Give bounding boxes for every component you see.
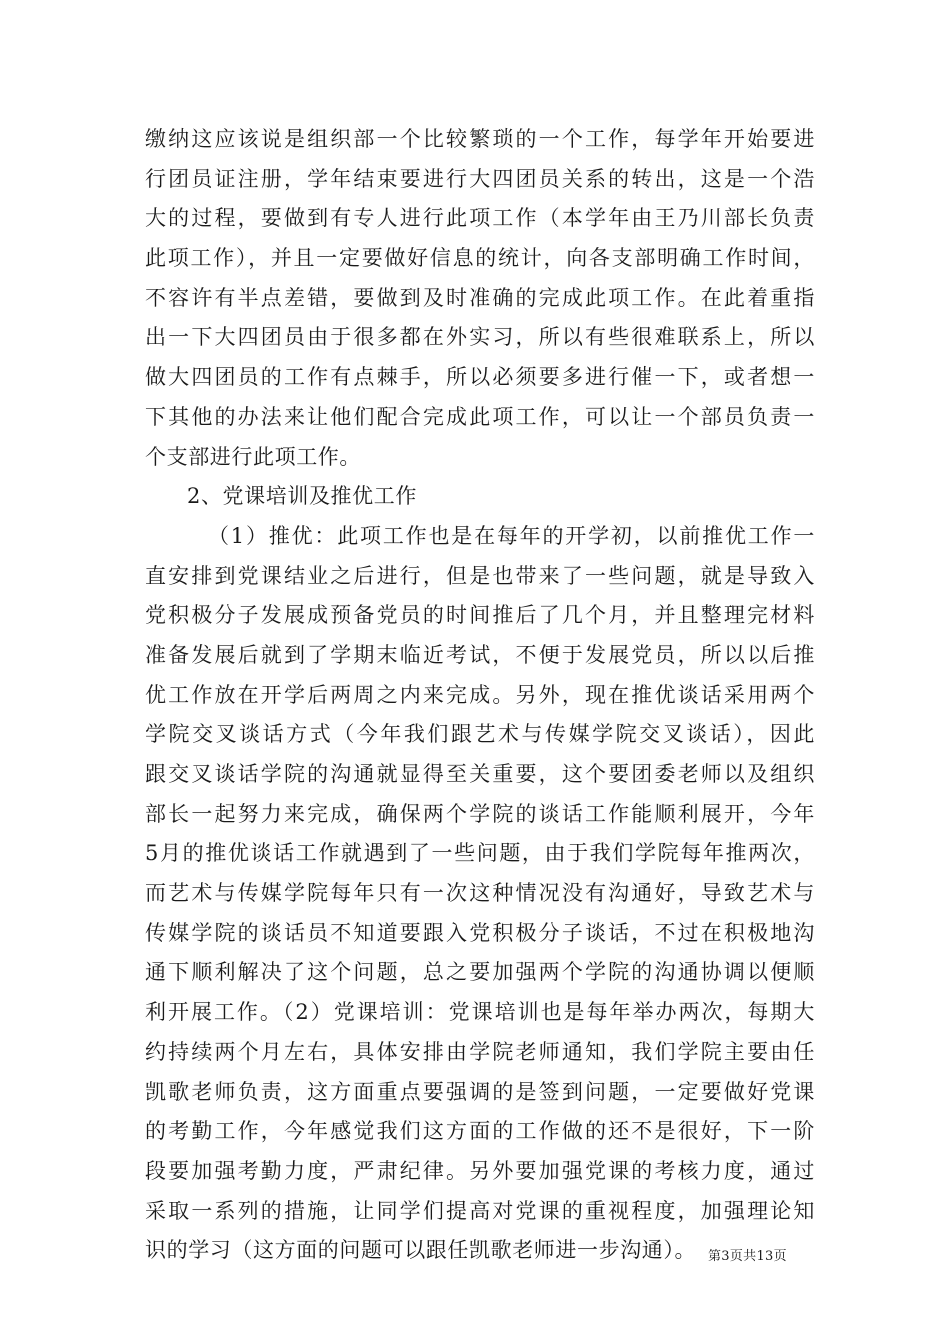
text-line: 直安排到党课结业之后进行，但是也带来了一些问题，就是导致入 (145, 563, 815, 588)
page-number: 第3页共13页 (708, 1249, 787, 1264)
text-line: 下其他的办法来让他们配合完成此项工作，可以让一个部员负责一 (145, 404, 815, 429)
text-line: 传媒学院的谈话员不知道要跟入党积极分子谈话，不过在积极地沟 (145, 920, 815, 945)
text-line: 5月的推优谈话工作就遇到了一些问题，由于我们学院每年推两次， (145, 841, 815, 866)
text-line: 出一下大四团员由于很多都在外实习，所以有些很难联系上，所以 (145, 325, 815, 350)
text-line: 此项工作），并且一定要做好信息的统计，向各支部明确工作时间， (145, 246, 815, 271)
text-line: 不容许有半点差错，要做到及时准确的完成此项工作。在此着重指 (145, 285, 815, 310)
text-line: 识的学习（这方面的问题可以跟任凯歌老师进一步沟通）。 (145, 1238, 697, 1263)
text-line: 利开展工作。（2）党课培训：党课培训也是每年举办两次，每期大 (145, 1000, 815, 1025)
text-line: 通下顺利解决了这个问题，总之要加强两个学院的沟通协调以便顺 (145, 960, 815, 985)
text-line: 大的过程，要做到有专人进行此项工作（本学年由王乃川部长负责 (145, 206, 815, 231)
text-line: 学院交叉谈话方式（今年我们跟艺术与传媒学院交叉谈话），因此 (145, 722, 815, 747)
text-line: 行团员证注册，学年结束要进行大四团员关系的转出，这是一个浩 (145, 166, 815, 191)
text-line: 优工作放在开学后两周之内来完成。另外，现在推优谈话采用两个 (145, 682, 815, 707)
text-line: 的考勤工作，今年感觉我们这方面的工作做的还不是很好，下一阶 (145, 1119, 815, 1144)
text-line: 个支部进行此项工作。 (145, 444, 361, 469)
body-text (145, 120, 815, 1271)
text-line: 部长一起努力来完成，确保两个学院的谈话工作能顺利展开，今年 (145, 801, 815, 826)
text-line: 而艺术与传媒学院每年只有一次这种情况没有沟通好，导致艺术与 (145, 881, 815, 906)
text-line: 采取一系列的措施，让同学们提高对党课的重视程度，加强理论知 (145, 1198, 815, 1223)
text-line: 做大四团员的工作有点棘手，所以必须要多进行催一下，或者想一 (145, 365, 815, 390)
text-line: 准备发展后就到了学期末临近考试，不便于发展党员，所以以后推 (145, 642, 815, 667)
text-line: 约持续两个月左右，具体安排由学院老师通知，我们学院主要由任 (145, 1039, 815, 1064)
text-line: 党积极分子发展成预备党员的时间推后了几个月，并且整理完材料 (145, 603, 815, 628)
text-line: 段要加强考勤力度，严肃纪律。另外要加强党课的考核力度，通过 (145, 1158, 815, 1183)
section-heading: 2、党课培训及推优工作 (187, 484, 417, 509)
text-line: （1）推优：此项工作也是在每年的开学初，以前推优工作一 (208, 523, 815, 548)
text-line: 缴纳这应该说是组织部一个比较繁琐的一个工作，每学年开始要进 (145, 127, 815, 151)
text-line: 跟交叉谈话学院的沟通就显得至关重要，这个要团委老师以及组织 (145, 762, 815, 786)
text-line: 凯歌老师负责，这方面重点要强调的是签到问题，一定要做好党课 (145, 1079, 815, 1104)
